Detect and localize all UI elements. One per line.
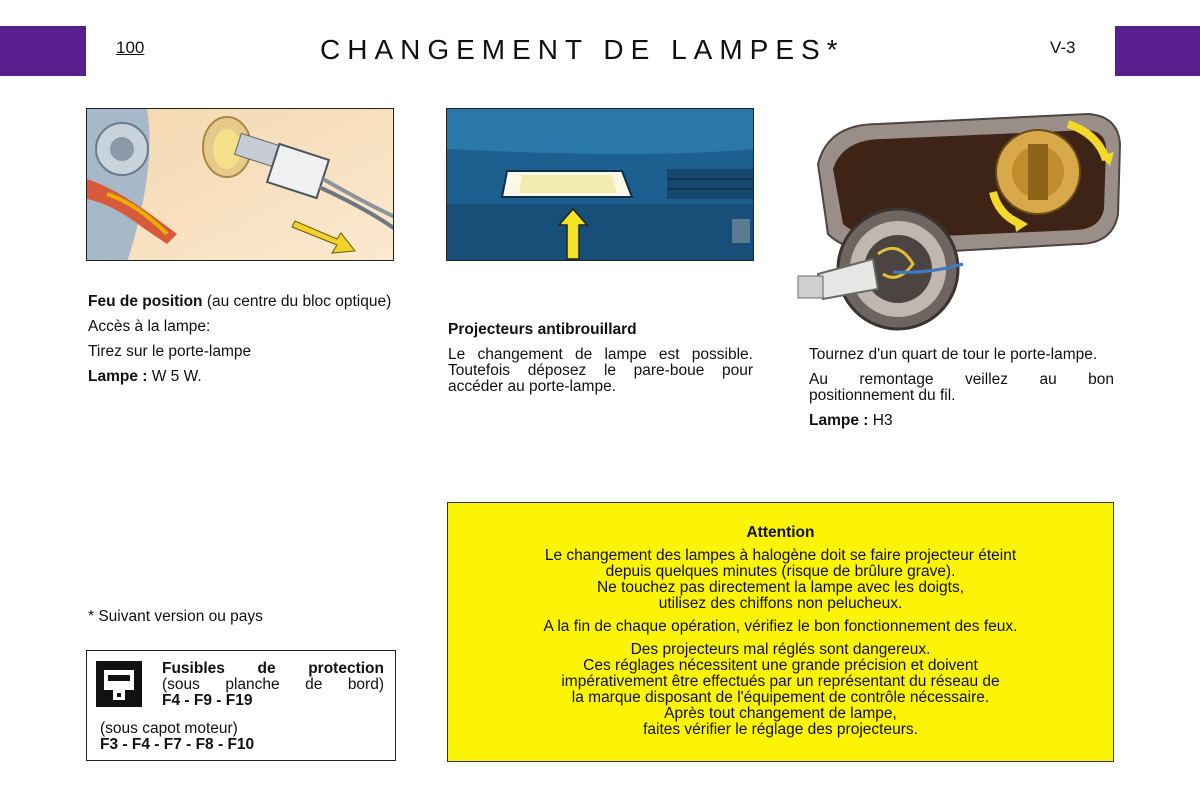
section-code: V-3 bbox=[1050, 38, 1076, 57]
lamp-value: W 5 W. bbox=[147, 368, 202, 385]
refit-instruction: Au remontage veillez au bon positionnement du fil. bbox=[809, 371, 1114, 404]
location-word: (sous bbox=[162, 676, 200, 693]
lamp-spec-h3 bbox=[809, 413, 1114, 429]
fuses-location-dashboard bbox=[162, 677, 384, 693]
warning-line: faites vérifier le réglage des projecteurs. bbox=[643, 721, 918, 738]
fog-lamp-title: Projecteurs antibrouillard bbox=[448, 321, 637, 338]
location-word: bord) bbox=[347, 676, 384, 693]
footnote: * Suivant version ou pays bbox=[88, 608, 263, 625]
attention-box bbox=[447, 502, 1114, 762]
warning-line: Ne touchez pas directement la lampe avec les doigts, bbox=[596, 579, 965, 596]
pull-holder-line: Tirez sur le porte-lampe bbox=[88, 343, 252, 360]
warning-line: Ces réglages nécessitent une grande précision et doivent bbox=[583, 657, 978, 674]
lamp-label-h3: Lampe : bbox=[809, 412, 869, 429]
warning-line: Des projecteurs mal réglés sont dangereux. bbox=[630, 641, 931, 658]
fuses-title-word: Fusibles bbox=[162, 660, 225, 677]
position-lamp-illustration bbox=[86, 108, 394, 261]
fuses-box bbox=[86, 650, 396, 761]
bulb-holder-text bbox=[809, 347, 1114, 438]
location-word: planche bbox=[225, 676, 280, 693]
fuses-title-word: de bbox=[257, 660, 276, 677]
fuse-box-icon bbox=[96, 661, 142, 707]
warning-line: depuis quelques minutes (risque de brûlure grave). bbox=[605, 563, 956, 580]
fuses-codes-engine: F3 - F4 - F7 - F8 - F10 bbox=[100, 736, 255, 753]
section-tab-left bbox=[0, 26, 86, 76]
position-lamp-location: (au centre du bloc optique) bbox=[202, 293, 392, 310]
attention-title: Attention bbox=[746, 524, 815, 541]
fuses-location-engine: (sous capot moteur) bbox=[100, 720, 238, 737]
fog-lamp-body: Le changement de lampe est possible. Toutefois déposez le pare-boue pour accéder au porte-lampe. bbox=[448, 346, 753, 395]
headlamp-adjust-warning bbox=[448, 642, 1113, 738]
location-word: de bbox=[305, 676, 323, 693]
fog-lamp-text bbox=[448, 322, 753, 404]
warning-line: la marque disposant de l'équipement de contrôle nécessaire. bbox=[571, 689, 990, 706]
page-number: 100 bbox=[116, 38, 145, 57]
page-title: CHANGEMENT DE LAMPES* bbox=[320, 34, 845, 65]
warning-line: Après tout changement de lampe, bbox=[664, 705, 897, 722]
position-lamp-text bbox=[88, 294, 398, 394]
halogen-warning bbox=[448, 548, 1113, 612]
fuses-engine bbox=[100, 721, 254, 753]
section-tab-right bbox=[1115, 26, 1200, 76]
lamp-value-h3: H3 bbox=[868, 412, 893, 429]
lamp-label: Lampe : bbox=[88, 368, 148, 385]
bulb-holder-illustration bbox=[788, 104, 1128, 334]
position-lamp-title: Feu de position bbox=[88, 293, 203, 310]
access-line: Accès à la lampe: bbox=[88, 318, 211, 335]
warning-line: utilisez des chiffons non pelucheux. bbox=[658, 595, 903, 612]
rotate-instruction: Tournez d'un quart de tour le porte-lampe. bbox=[809, 346, 1098, 363]
lamp-spec bbox=[88, 369, 398, 385]
fuses-title bbox=[162, 661, 384, 677]
fuses-codes-dashboard: F4 - F9 - F19 bbox=[162, 692, 253, 709]
fuses-title-word: protection bbox=[308, 660, 384, 677]
warning-line: impérativement être effectués par un représentant du réseau de bbox=[561, 673, 1000, 690]
warning-line: Le changement des lampes à halogène doit se faire projecteur éteint bbox=[544, 547, 1017, 564]
position-lamp-heading bbox=[88, 294, 398, 310]
check-lights-warning: A la fin de chaque opération, vérifiez le bon fonctionnement des feux. bbox=[543, 618, 1018, 635]
fog-lamp-illustration bbox=[446, 108, 754, 261]
fuses-text bbox=[162, 661, 384, 709]
